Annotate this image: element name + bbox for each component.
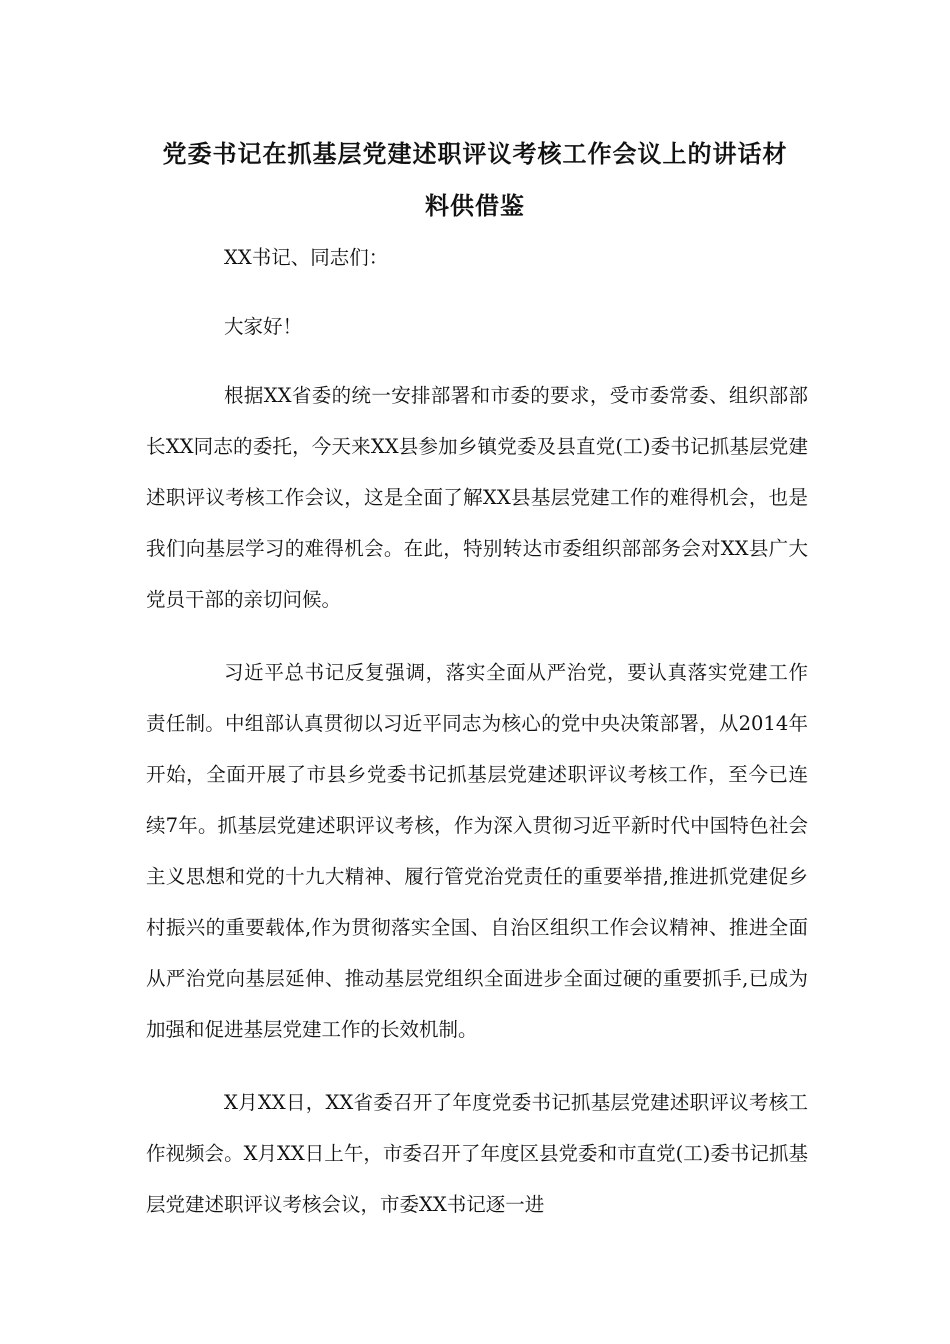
document-body [146, 232, 808, 1248]
paragraph-2: 习近平总书记反复强调，落实全面从严治党，要认真落实党建工作责任制。中组部认真贯彻以习近平同志为核心的党中央决策部署，从2014年开始，全面开展了市县乡党委书记抓基层党建述职评议考核工作，至今已连续7年。抓基层党建述职评议考核，作为深入贯彻习近平新时代中国特色社会主义思想和党的十九大精神、履行管党治党责任的重要举措,推进抓党建促乡村振兴的重要载体,作为贯彻落实全国、自治区组织工作会议精神、推进全面从严治党向基层延伸、推动基层党组织全面进步全面过硬的重要抓手,已成为加强和促进基层党建工作的长效机制。 [146, 661, 808, 1041]
paragraph-1: 根据XX省委的统一安排部署和市委的要求，受市委常委、组织部部长XX同志的委托，今天来XX县参加乡镇党委及县直党(工)委书记抓基层党建述职评议考核工作会议，这是全面了解XX县基层党建工作的难得机会，也是我们向基层学习的难得机会。在此，特别转达市委组织部部务会对XX县广大党员干部的亲切问候。 [146, 384, 808, 611]
title-line-2: 料供借鉴 [425, 191, 525, 220]
paragraph-3: X月XX日，XX省委召开了年度党委书记抓基层党建述职评议考核工作视频会。X月XX日上午，市委召开了年度区县党委和市直党(工)委书记抓基层党建述职评议考核会议，市委XX书记逐一进 [146, 1091, 808, 1216]
greeting: 大家好！ [224, 315, 303, 338]
salutation: XX书记、同志们： [224, 246, 389, 269]
title-line-1: 党委书记在抓基层党建述职评议考核工作会议上的讲话材 [162, 139, 788, 168]
document-title [140, 128, 810, 232]
